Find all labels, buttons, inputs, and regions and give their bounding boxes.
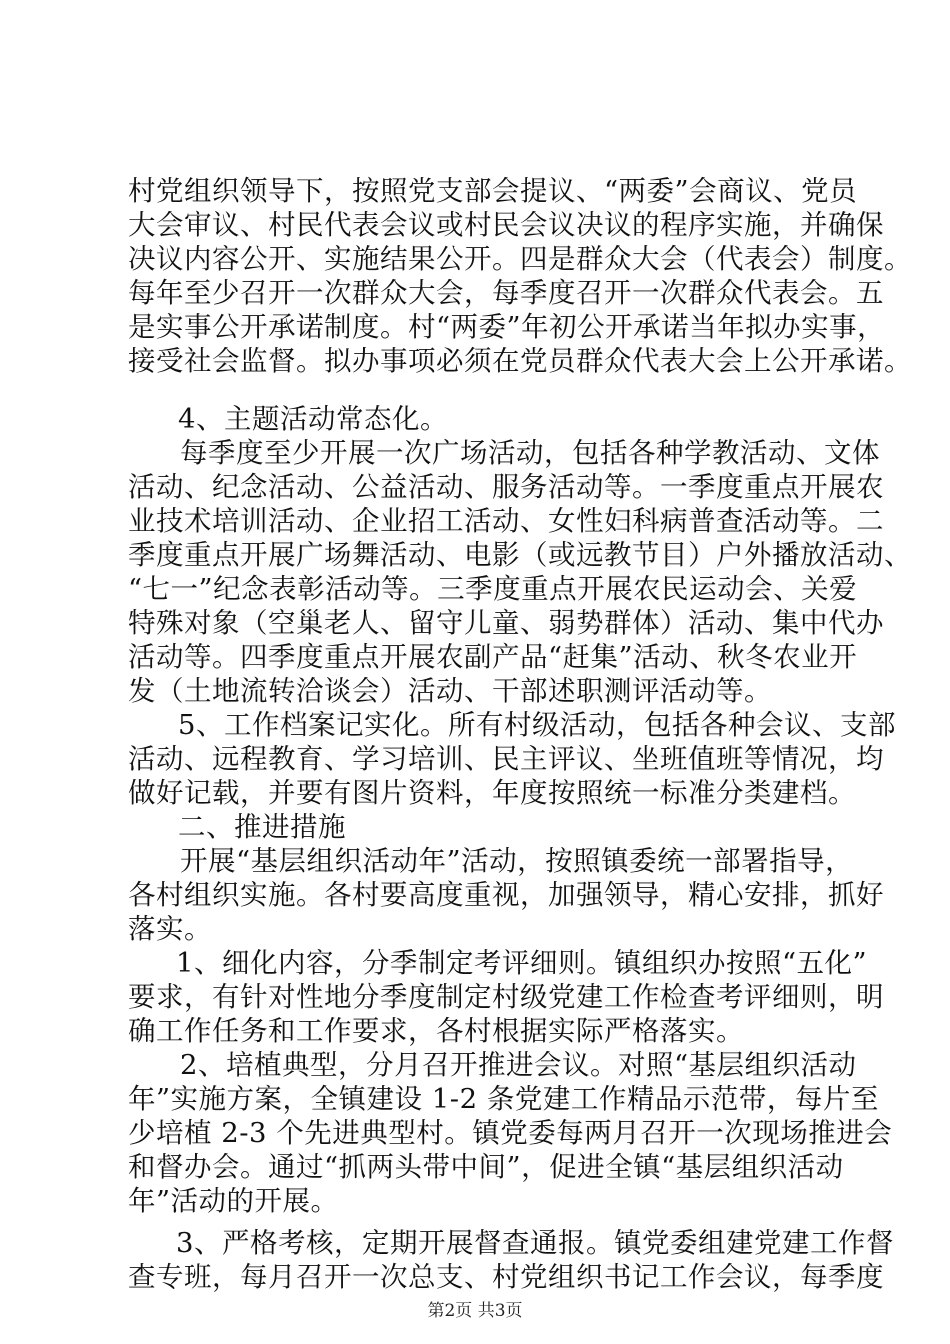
section-heading: 二、推进措施 <box>178 811 346 843</box>
paragraph-line: 季度重点开展广场舞活动、电影（或远教节目）户外播放活动、 <box>128 539 912 571</box>
paragraph-line: 2、培植典型，分月召开推进会议。对照“基层组织活动 <box>180 1049 857 1081</box>
paragraph-line: 少培植 2-3 个先进典型村。镇党委每两月召开一次现场推进会 <box>128 1117 893 1149</box>
paragraph-line: 每季度至少开展一次广场活动，包括各种学教活动、文体 <box>180 437 880 469</box>
paragraph-line: 查专班，每月召开一次总支、村党组织书记工作会议，每季度 <box>128 1261 884 1293</box>
paragraph-line: 每年至少召开一次群众大会，每季度召开一次群众代表会。五 <box>128 277 884 309</box>
paragraph-line: 活动、远程教育、学习培训、民主评议、坐班值班等情况，均 <box>128 743 884 775</box>
paragraph-line: 做好记载，并要有图片资料，年度按照统一标准分类建档。 <box>128 777 856 809</box>
paragraph-line: 落实。 <box>128 913 212 945</box>
paragraph-line: 村党组织领导下，按照党支部会提议、“两委”会商议、党员 <box>128 175 858 207</box>
paragraph-line: 开展“基层组织活动年”活动，按照镇委统一部署指导， <box>180 845 854 877</box>
paragraph-line: 确工作任务和工作要求，各村根据实际严格落实。 <box>128 1015 744 1047</box>
paragraph-line: 5、工作档案记实化。所有村级活动，包括各种会议、支部 <box>178 709 896 741</box>
paragraph-line: 年”活动的开展。 <box>128 1185 339 1217</box>
paragraph-line: 接受社会监督。拟办事项必须在党员群众代表大会上公开承诺。 <box>128 345 912 377</box>
paragraph-line: 业技术培训活动、企业招工活动、女性妇科病普查活动等。二 <box>128 505 884 537</box>
paragraph-line: 是实事公开承诺制度。村“两委”年初公开承诺当年拟办实事， <box>128 311 886 343</box>
paragraph-line: 大会审议、村民代表会议或村民会议决议的程序实施，并确保 <box>128 209 884 241</box>
paragraph-line: 各村组织实施。各村要高度重视，加强领导，精心安排，抓好 <box>128 879 884 911</box>
paragraph-line: 要求，有针对性地分季度制定村级党建工作检查考评细则，明 <box>128 981 884 1013</box>
paragraph-line: 决议内容公开、实施结果公开。四是群众大会（代表会）制度。 <box>128 243 912 275</box>
paragraph-line: 特殊对象（空巢老人、留守儿童、弱势群体）活动、集中代办 <box>128 607 884 639</box>
page-footer: 第2页 共3页 <box>427 1301 523 1321</box>
paragraph-line: 活动等。四季度重点开展农副产品“赶集”活动、秋冬农业开 <box>128 641 858 673</box>
paragraph-line: 活动、纪念活动、公益活动、服务活动等。一季度重点开展农 <box>128 471 884 503</box>
paragraph-line: 发（土地流转洽谈会）活动、干部述职测评活动等。 <box>128 675 772 707</box>
paragraph-line: 和督办会。通过“抓两头带中间”，促进全镇“基层组织活动 <box>128 1151 844 1183</box>
paragraph-line: 3、严格考核，定期开展督查通报。镇党委组建党建工作督 <box>176 1227 894 1259</box>
section-heading: 4、主题活动常态化。 <box>178 403 448 435</box>
paragraph-line: 1、细化内容，分季制定考评细则。镇组织办按照“五化” <box>176 947 868 979</box>
paragraph-line: 年”实施方案，全镇建设 1-2 条党建工作精品示范带，每片至 <box>128 1083 879 1115</box>
paragraph-line: “七一”纪念表彰活动等。三季度重点开展农民运动会、关爱 <box>128 573 858 605</box>
